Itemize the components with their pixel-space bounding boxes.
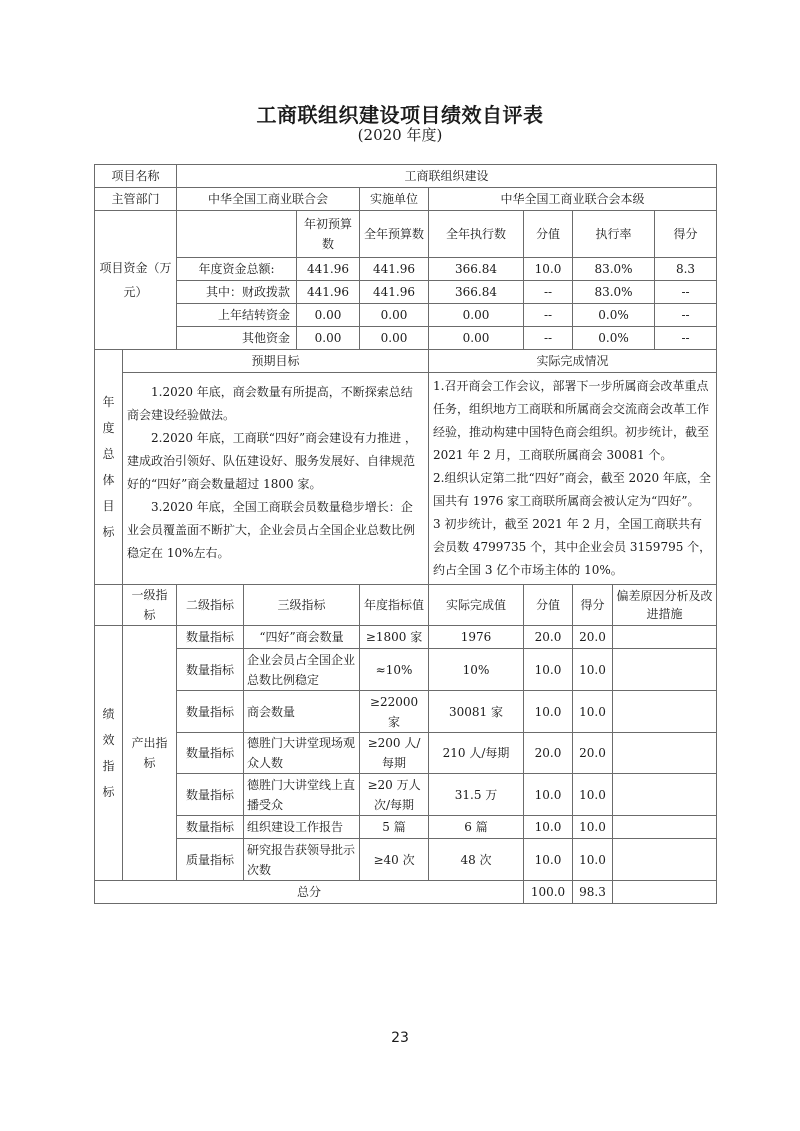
funds-header-rate: 执行率 bbox=[573, 211, 655, 258]
note bbox=[613, 733, 717, 774]
funds-annual: 441.96 bbox=[360, 258, 429, 281]
funds-header-score-value: 分值 bbox=[524, 211, 573, 258]
funds-header-initial: 年初预算数 bbox=[297, 211, 360, 258]
funds-initial: 0.00 bbox=[297, 304, 360, 327]
note bbox=[613, 691, 717, 733]
score: 20.0 bbox=[573, 626, 613, 649]
performance-table bbox=[94, 164, 717, 904]
project-name-value: 工商联组织建设 bbox=[177, 165, 717, 188]
expected-goal-item: 1.2020 年底，商会数量有所提高，不断探索总结商会建设经验做法。 bbox=[127, 385, 413, 422]
level3: 企业会员占全国企业总数比例稳定 bbox=[244, 649, 360, 691]
header-level3: 三级指标 bbox=[244, 585, 360, 626]
total-row bbox=[95, 881, 717, 904]
goals-content-row bbox=[95, 373, 717, 585]
target: 5 篇 bbox=[360, 816, 429, 839]
funds-initial: 441.96 bbox=[297, 258, 360, 281]
funds-score: -- bbox=[655, 304, 717, 327]
indicator-row bbox=[95, 691, 717, 733]
document-subtitle: (2020 年度) bbox=[357, 126, 443, 144]
level3: 商会数量 bbox=[244, 691, 360, 733]
funds-row-label: 上年结转资金 bbox=[177, 304, 297, 327]
indicators-section-text: 绩效指标 bbox=[102, 707, 115, 799]
funds-annual: 0.00 bbox=[360, 327, 429, 350]
indicator-row bbox=[95, 774, 717, 816]
goals-label-text: 年度总体目标 bbox=[102, 395, 115, 539]
total-score: 98.3 bbox=[573, 881, 613, 904]
header-score-value: 分值 bbox=[524, 585, 573, 626]
actual: 1976 bbox=[429, 626, 524, 649]
level2: 数量指标 bbox=[177, 774, 244, 816]
score-value: 10.0 bbox=[524, 839, 573, 881]
note bbox=[613, 649, 717, 691]
actual: 30081 家 bbox=[429, 691, 524, 733]
unit-value: 中华全国工商业联合会本级 bbox=[429, 188, 717, 211]
actual: 210 人/每期 bbox=[429, 733, 524, 774]
indicators-header-blank bbox=[95, 585, 123, 626]
expected-goal-item: 2.2020 年底，工商联“四好”商会建设有力推进 ，建成政治引领好、队伍建设好、服务发展好、自律规范好的“四好”商会数量超过 1800 家。 bbox=[127, 431, 417, 491]
score-value: 10.0 bbox=[524, 816, 573, 839]
funds-rate: 0.0% bbox=[573, 304, 655, 327]
score: 20.0 bbox=[573, 733, 613, 774]
actual-results-header: 实际完成情况 bbox=[429, 350, 717, 373]
funds-rate: 83.0% bbox=[573, 281, 655, 304]
funds-executed: 366.84 bbox=[429, 258, 524, 281]
header-note: 偏差原因分析及改进措施 bbox=[613, 585, 717, 626]
score: 10.0 bbox=[573, 816, 613, 839]
level2: 质量指标 bbox=[177, 839, 244, 881]
header-level2: 二级指标 bbox=[177, 585, 244, 626]
expected-goals-text bbox=[123, 373, 429, 585]
score: 10.0 bbox=[573, 839, 613, 881]
score-value: 20.0 bbox=[524, 733, 573, 774]
score: 10.0 bbox=[573, 649, 613, 691]
note bbox=[613, 626, 717, 649]
level2: 数量指标 bbox=[177, 691, 244, 733]
funds-initial: 0.00 bbox=[297, 327, 360, 350]
goals-header-row bbox=[95, 350, 717, 373]
indicator-row bbox=[95, 816, 717, 839]
score-value: 10.0 bbox=[524, 774, 573, 816]
funds-row bbox=[95, 304, 717, 327]
funds-row bbox=[95, 327, 717, 350]
note bbox=[613, 816, 717, 839]
actual: 31.5 万 bbox=[429, 774, 524, 816]
level3: 组织建设工作报告 bbox=[244, 816, 360, 839]
funds-header-executed: 全年执行数 bbox=[429, 211, 524, 258]
actual-result-item: 1.召开商会工作会议，部署下一步所属商会改革重点任务，组织地方工商联和所属商会交流商会改革工作经验，推动构建中国特色商会组织。初步统计，截至 2021 年 2 月，工商联所属商会 30081 个。 bbox=[433, 379, 710, 462]
level3: 德胜门大讲堂现场观众人数 bbox=[244, 733, 360, 774]
header-level1: 一级指标 bbox=[123, 585, 177, 626]
unit-label: 实施单位 bbox=[360, 188, 429, 211]
target: ≥1800 家 bbox=[360, 626, 429, 649]
funds-row bbox=[95, 258, 717, 281]
header-target: 年度指标值 bbox=[360, 585, 429, 626]
funds-header-row bbox=[95, 211, 717, 258]
level2: 数量指标 bbox=[177, 626, 244, 649]
indicators-section-label bbox=[95, 626, 123, 881]
level2: 数量指标 bbox=[177, 649, 244, 691]
level3: “四好”商会数量 bbox=[244, 626, 360, 649]
department-row bbox=[95, 188, 717, 211]
funds-score-value: -- bbox=[524, 327, 573, 350]
funds-score: -- bbox=[655, 281, 717, 304]
funds-executed: 0.00 bbox=[429, 327, 524, 350]
target: ≈10% bbox=[360, 649, 429, 691]
indicator-row bbox=[95, 626, 717, 649]
funds-row bbox=[95, 281, 717, 304]
score-value: 10.0 bbox=[524, 649, 573, 691]
funds-header-blank bbox=[177, 211, 297, 258]
funds-initial: 441.96 bbox=[297, 281, 360, 304]
funds-annual: 441.96 bbox=[360, 281, 429, 304]
funds-score: -- bbox=[655, 327, 717, 350]
total-label: 总分 bbox=[95, 881, 524, 904]
indicator-row bbox=[95, 649, 717, 691]
funds-score-value: 10.0 bbox=[524, 258, 573, 281]
page-number: 23 bbox=[391, 1030, 409, 1046]
goals-label bbox=[95, 350, 123, 585]
indicators-header-row bbox=[95, 585, 717, 626]
total-score-value: 100.0 bbox=[524, 881, 573, 904]
department-label: 主管部门 bbox=[95, 188, 177, 211]
funds-score-value: -- bbox=[524, 304, 573, 327]
level2: 数量指标 bbox=[177, 816, 244, 839]
target: ≥20 万人次/每期 bbox=[360, 774, 429, 816]
target: ≥200 人/每期 bbox=[360, 733, 429, 774]
actual-result-item: 2.组织认定第二批“四好”商会，截至 2020 年底，全国共有 1976 家工商联所属商会被认定为“四好”。 bbox=[433, 471, 711, 508]
score-value: 10.0 bbox=[524, 691, 573, 733]
target: ≥22000 家 bbox=[360, 691, 429, 733]
header-score: 得分 bbox=[573, 585, 613, 626]
project-name-label: 项目名称 bbox=[95, 165, 177, 188]
actual-result-item: 3 初步统计，截至 2021 年 2 月，全国工商联共有会员数 4799735 个，其中企业会员 3159795 个，约占全国 3 亿个市场主体的 10%。 bbox=[433, 517, 712, 577]
header-actual: 实际完成值 bbox=[429, 585, 524, 626]
expected-goal-item: 3.2020 年底，全国工商联会员数量稳步增长：企业会员覆盖面不断扩大，企业会员占全国企业总数比例稳定在 10%左右。 bbox=[127, 500, 416, 560]
level3: 研究报告获领导批示次数 bbox=[244, 839, 360, 881]
funds-row-label: 年度资金总额: bbox=[177, 258, 297, 281]
funds-score: 8.3 bbox=[655, 258, 717, 281]
expected-goals-header: 预期目标 bbox=[123, 350, 429, 373]
score: 10.0 bbox=[573, 774, 613, 816]
document-title: 工商联组织建设项目绩效自评表 bbox=[256, 103, 544, 127]
target: ≥40 次 bbox=[360, 839, 429, 881]
score-value: 20.0 bbox=[524, 626, 573, 649]
note bbox=[613, 839, 717, 881]
indicator-row bbox=[95, 733, 717, 774]
funds-label: 项目资金（万元） bbox=[95, 211, 177, 350]
funds-annual: 0.00 bbox=[360, 304, 429, 327]
indicator-row bbox=[95, 839, 717, 881]
note bbox=[613, 774, 717, 816]
funds-header-score: 得分 bbox=[655, 211, 717, 258]
actual: 10% bbox=[429, 649, 524, 691]
funds-executed: 0.00 bbox=[429, 304, 524, 327]
level1-label: 产出指标 bbox=[123, 626, 177, 881]
actual: 48 次 bbox=[429, 839, 524, 881]
funds-executed: 366.84 bbox=[429, 281, 524, 304]
funds-row-label: 其他资金 bbox=[177, 327, 297, 350]
project-name-row bbox=[95, 165, 717, 188]
department-value: 中华全国工商业联合会 bbox=[177, 188, 360, 211]
funds-rate: 83.0% bbox=[573, 258, 655, 281]
actual: 6 篇 bbox=[429, 816, 524, 839]
score: 10.0 bbox=[573, 691, 613, 733]
actual-results-text bbox=[429, 373, 717, 585]
funds-score-value: -- bbox=[524, 281, 573, 304]
level3: 德胜门大讲堂线上直播受众 bbox=[244, 774, 360, 816]
funds-header-annual: 全年预算数 bbox=[360, 211, 429, 258]
funds-rate: 0.0% bbox=[573, 327, 655, 350]
total-note bbox=[613, 881, 717, 904]
level2: 数量指标 bbox=[177, 733, 244, 774]
funds-row-label: 其中：财政拨款 bbox=[177, 281, 297, 304]
